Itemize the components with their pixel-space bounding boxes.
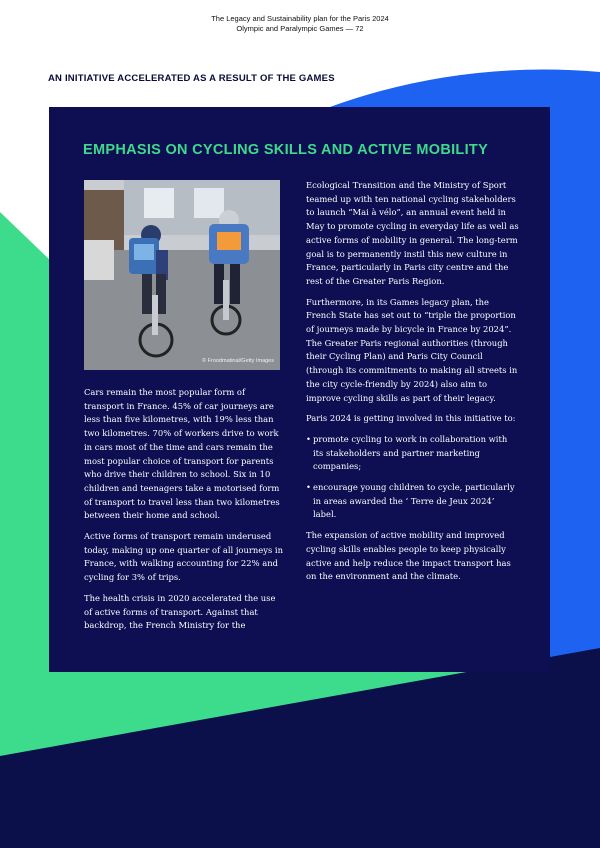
paragraph: Ecological Transition and the Ministry of Sport teamed up with ten national cycling stakeholders to launch “Mai à vélo”, an annual event held in May to promote cycling in everyday life as well as active forms of mobility in general. The long-term goal is to permanently instil this new culture in France, particularly in Paris city centre and the rest of the Greater Paris Region. [306, 180, 519, 286]
bullet-list [306, 433, 520, 522]
bullet-item: • promote cycling to work in collaboration with its stakeholders and partner marketing companies; [306, 433, 520, 474]
left-column [84, 386, 284, 640]
paragraph: Cars remain the most popular form of transport in France. 45% of car journeys are less than five kilometres, with 19% less than two kilometres. 70% of workers drive to work in cars most of the time and cars remain the most popular choice of transport for parents who drive their children to school. Six in 10 children and teenagers take a motorised form of transport to travel less than two kilometres between their home and school. [84, 387, 280, 521]
right-column [306, 179, 520, 591]
bullet-item: • encourage young children to cycle, particularly in areas awarded the ‘ Terre de Jeux 2024’ label. [306, 481, 520, 522]
paragraph: The health crisis in 2020 accelerated the use of active forms of transport. Against that backdrop, the French Ministry for the [84, 592, 276, 631]
content-panel [49, 107, 550, 672]
section-kicker: AN INITIATIVE ACCELERATED AS A RESULT OF THE GAMES [48, 73, 335, 84]
running-header [0, 14, 600, 34]
paragraph: Active forms of transport remain underused today, making up one quarter of all journeys in France, with walking accounting for 22% and cycling for 3% of trips. [84, 531, 283, 583]
photo-credit: © Froodmatinal/Getty Images [202, 358, 274, 364]
panel-title: EMPHASIS ON CYCLING SKILLS AND ACTIVE MOBILITY [83, 142, 489, 158]
cycling-photo [84, 180, 280, 370]
paragraph: Furthermore, in its Games legacy plan, the French State has set out to “triple the proportion of journeys made by bicycle in France by 2024”. The Greater Paris regional authorities (through their Cycling Plan) and Paris City Council (through its commitments to making all streets in the city cycle-friendly by 2024) also aim to improve cycling skills as part of their legacy. [306, 296, 518, 403]
header-line-1: The Legacy and Sustainability plan for the Paris 2024 [211, 14, 389, 23]
header-line-2: Olympic and Paralympic Games — 72 [236, 24, 364, 33]
closing-paragraph: The expansion of active mobility and improved cycling skills enables people to keep physically active and help reduce the impact transport has on the environment and the climate. [306, 530, 511, 582]
paragraph: Paris 2024 is getting involved in this initiative to: [306, 413, 516, 424]
